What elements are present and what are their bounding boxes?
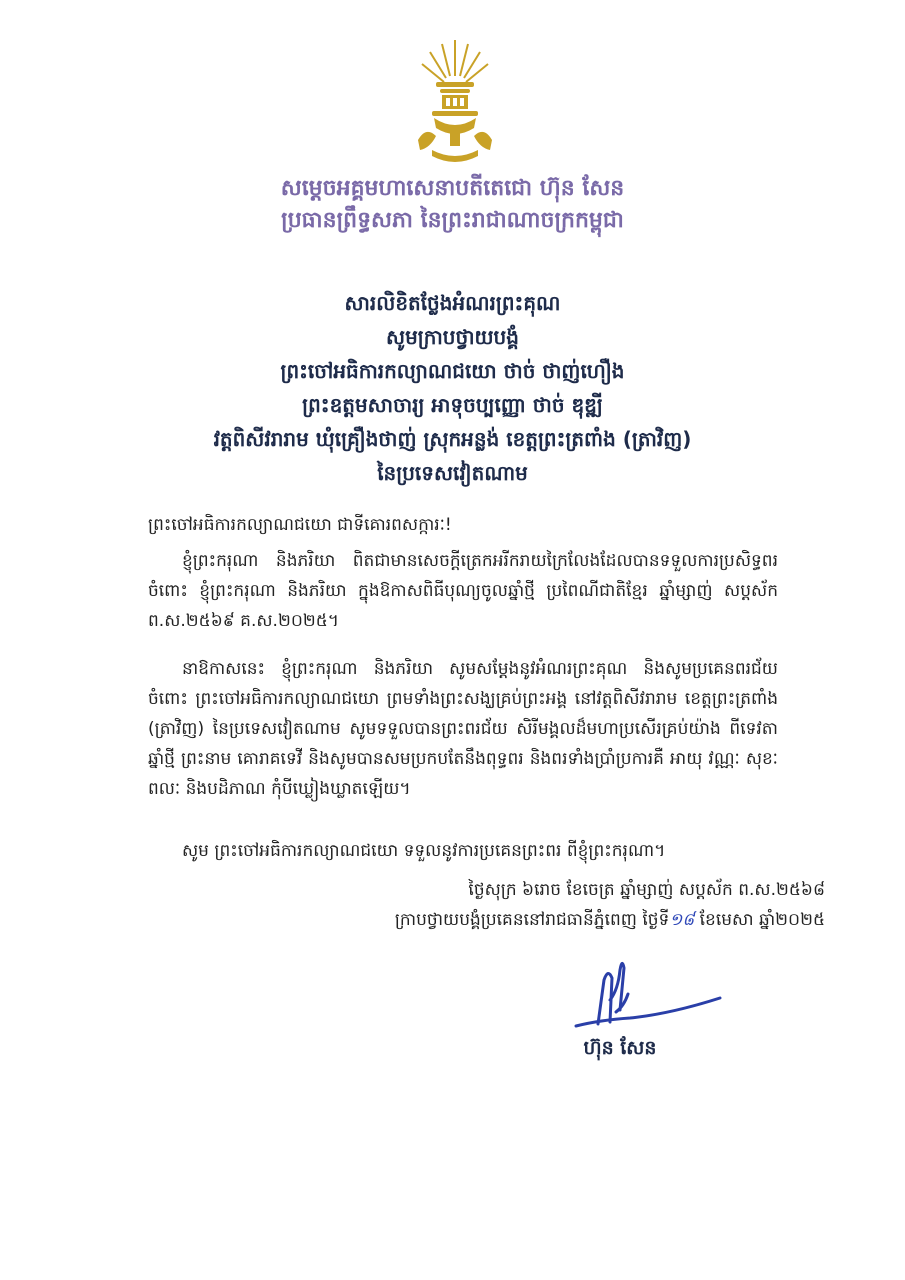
solar-date-day: ១៨ xyxy=(669,910,695,930)
solar-date-suffix: ខែមេសា ឆ្នាំ២០២៥ xyxy=(694,910,825,930)
senate-emblem-icon xyxy=(412,36,498,168)
recipient-country: នៃប្រទេសវៀតណាម xyxy=(377,461,528,485)
letter-greeting: សូមក្រាបថ្វាយបង្គំ xyxy=(386,325,519,349)
sender-position: ប្រធានព្រឹទ្ធសភា នៃព្រះរាជាណាចក្រកម្ពុជា xyxy=(281,208,624,233)
signer-name: ហ៊ុន សែន xyxy=(583,1037,657,1059)
paragraph-blessing: នាឱកាសនេះ ខ្ញុំព្រះករុណា និងភរិយា សូមសម្ដែងនូវអំណរព្រះគុណ និងសូមប្រគេនពរជ័យ ចំពោះ ព្រះចៅអធិការកល្យាណជយោ ព្រមទាំងព្រះសង្ឃគ្រប់ព្រះអង្គ នៅវត្តពិសីវរារាម ខេត្តព្រះត្រពាំង (ត្រាវិញ) នៃប្រទេសវៀតណាម សូមទទួលបានព្រះពរជ័យ សិរីមង្គលដ៏មហាប្រសើរគ្រប់យ៉ាង ពីទេវតាឆ្នាំថ្មី ព្រះនាម គោរាគទេវី និងសូមបានសមប្រកបតែនឹងពុទ្ធពរ និងពរទាំងប្រាំប្រការគឺ អាយុ វណ្ណៈ សុខៈ ពលៈ និងបដិភាណ កុំបីឃ្លៀងឃ្លាតឡើយ។ xyxy=(148,659,778,799)
recipient-abbot: ព្រះចៅអធិការកល្យាណជយោ ថាច់ ថាញ់ហឿង xyxy=(280,359,625,383)
sender-title: សម្ដេចអគ្គមហាសេនាបតីតេជោ ហ៊ុន សែន xyxy=(280,176,625,201)
lunar-date: ថ្ងៃសុក្រ ៦រោច ខែចេត្រ ឆ្នាំម្សាញ់ សប្តស័ក ព.ស.២៥៦៨ xyxy=(468,880,825,900)
recipient-monk: ព្រះឧត្តមសាចារ្យ អាទុចប្បញ្ញោ ថាច់ ឌុឌ្ឍី xyxy=(302,393,603,417)
solar-date-prefix: ក្រាបថ្វាយបង្គំប្រគេននៅរាជធានីភ្នំពេញ ថ្ងៃទី xyxy=(394,910,670,930)
handwritten-signature xyxy=(570,950,730,1040)
paragraph-closing: សូម ព្រះចៅអធិការកល្យាណជយោ ទទួលនូវការប្រគេនព្រះពរ ពីខ្ញុំព្រះករុណា។ xyxy=(182,841,666,861)
paragraph-thanks: ខ្ញុំព្រះករុណា និងភរិយា ពិតជាមានសេចក្ដីត្រេកអរីករាយក្រៃលែងដែលបានទទួលការប្រសិទ្ធពរ ចំពោះ ខ្ញុំព្រះករុណា និងភរិយា ក្នុងឱកាសពិធីបុណ្យចូលឆ្នាំថ្មី ប្រពៃណីជាតិខ្មែរ ឆ្នាំម្សាញ់ សប្តស័ក ព.ស.២៥៦៩ គ.ស.២០២៥។ xyxy=(148,551,778,631)
recipient-pagoda: វត្តពិសីវរារាម ឃុំគ្រឿងថាញ់ ស្រុកអន្លង់ ខេត្តព្រះត្រពាំង (ត្រាវិញ) xyxy=(213,427,692,451)
solar-date xyxy=(395,906,825,934)
letter-title: សារលិខិតថ្លែងអំណរព្រះគុណ xyxy=(344,291,561,315)
salutation: ព្រះចៅអធិការកល្យាណជយោ ជាទីគោរពសក្ការៈ! xyxy=(148,515,452,535)
